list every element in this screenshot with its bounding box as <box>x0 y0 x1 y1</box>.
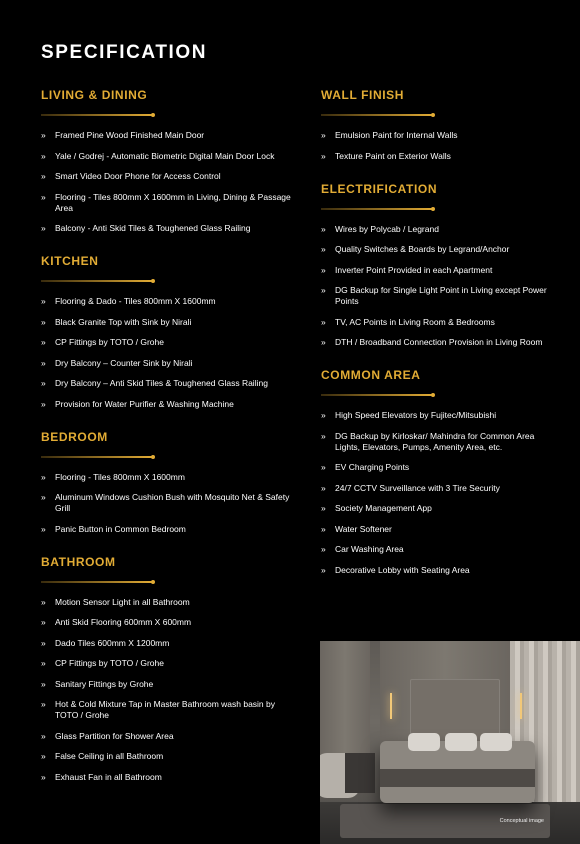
list-item <box>321 483 561 494</box>
chevron-right-icon: » <box>41 296 46 306</box>
chevron-right-icon: » <box>321 410 326 420</box>
spec-list <box>321 130 561 162</box>
section-living-dining <box>41 88 296 234</box>
chevron-right-icon: » <box>41 699 46 709</box>
list-item-text: Decorative Lobby with Seating Area <box>335 564 470 575</box>
chevron-right-icon: » <box>321 337 326 347</box>
section-divider <box>321 208 433 210</box>
list-item <box>321 431 561 453</box>
section-title: LIVING & DINING <box>41 88 148 102</box>
pillow <box>408 733 440 751</box>
chevron-right-icon: » <box>41 171 46 181</box>
chevron-right-icon: » <box>41 596 46 607</box>
list-item-text: Dry Balcony – Anti Skid Tiles & Toughened Glass Railing <box>55 378 268 388</box>
list-item-text: Inverter Point Provided in each Apartment <box>335 264 493 275</box>
list-item <box>321 462 561 473</box>
list-item <box>321 317 561 328</box>
list-item-text: Black Granite Top with Sink by Nirali <box>55 316 192 327</box>
section-bathroom <box>41 555 296 783</box>
chevron-right-icon: » <box>321 223 326 234</box>
chevron-right-icon: » <box>41 730 46 741</box>
list-item <box>41 617 296 628</box>
list-item <box>41 751 296 762</box>
list-item-text: Society Management App <box>335 503 432 513</box>
list-item-text: Flooring - Tiles 800mm X 1600mm in Living, Dining & Passage Area <box>55 191 291 213</box>
chevron-right-icon: » <box>41 751 46 761</box>
list-item-text: Motion Sensor Light in all Bathroom <box>55 596 190 607</box>
list-item <box>41 524 296 535</box>
section-divider <box>41 581 153 583</box>
chevron-right-icon: » <box>41 223 46 233</box>
list-item <box>321 224 561 235</box>
chevron-right-icon: » <box>321 316 326 327</box>
list-item-text: Panic Button in Common Bedroom <box>55 523 186 534</box>
list-item <box>41 699 296 721</box>
list-item <box>321 285 561 307</box>
chevron-right-icon: » <box>41 398 46 409</box>
chevron-right-icon: » <box>41 523 46 534</box>
section-wall-finish <box>321 88 561 162</box>
list-item <box>321 151 561 162</box>
spec-list <box>41 472 296 535</box>
chevron-right-icon: » <box>41 191 46 202</box>
chevron-right-icon: » <box>321 244 326 254</box>
list-item-text: DTH / Broadband Connection Provision in Living Room <box>335 337 543 347</box>
list-item <box>41 130 296 141</box>
list-item-text: High Speed Elevators by Fujitec/Mitsubishi <box>335 410 497 420</box>
chevron-right-icon: » <box>41 471 46 482</box>
list-item-text: Aluminum Windows Cushion Bush with Mosquito Net & Safety Grill <box>55 492 290 513</box>
photo-caption: Conceptual image <box>499 818 544 824</box>
section-title: ELECTRIFICATION <box>321 181 438 196</box>
list-item-text: Dado Tiles 600mm X 1200mm <box>55 637 170 648</box>
list-item-text: False Ceiling in all Bathroom <box>55 751 164 761</box>
left-column <box>41 88 296 803</box>
chevron-right-icon: » <box>321 564 326 575</box>
chevron-right-icon: » <box>321 523 326 534</box>
section-electrification <box>321 182 561 349</box>
chevron-right-icon: » <box>321 462 326 472</box>
section-title: KITCHEN <box>41 254 99 268</box>
list-item-text: DG Backup by Kirloskar/ Mahindra for Common Area Lights, Elevators, Pumps, Amenity Area, etc. <box>335 430 535 452</box>
list-item-text: Water Softener <box>335 523 392 534</box>
list-item <box>41 679 296 690</box>
list-item <box>41 772 296 783</box>
chevron-right-icon: » <box>41 658 46 668</box>
page-title: SPECIFICATION <box>41 42 208 63</box>
lamp-light <box>390 693 392 719</box>
list-item <box>41 151 296 162</box>
list-item-text: Glass Partition for Shower Area <box>55 730 174 741</box>
list-item-text: Car Washing Area <box>335 544 404 554</box>
chevron-right-icon: » <box>41 617 46 627</box>
chevron-right-icon: » <box>41 678 46 689</box>
list-item-text: TV, AC Points in Living Room & Bedrooms <box>335 316 495 327</box>
bedroom-photo <box>320 641 580 844</box>
section-title: COMMON AREA <box>321 368 421 382</box>
list-item <box>41 296 296 307</box>
section-title: WALL FINISH <box>321 88 405 102</box>
chevron-right-icon: » <box>321 130 326 140</box>
list-item-text: Wires by Polycab / Legrand <box>335 223 439 234</box>
section-title: BATHROOM <box>41 554 116 569</box>
spec-list <box>41 130 296 234</box>
list-item <box>321 337 561 348</box>
chevron-right-icon: » <box>321 285 326 295</box>
list-item-text: Quality Switches & Boards by Legrand/Anchor <box>335 244 510 254</box>
list-item-text: Provision for Water Purifier & Washing Machine <box>55 398 234 409</box>
section-divider <box>321 394 433 396</box>
chevron-right-icon: » <box>41 357 46 368</box>
list-item-text: 24/7 CCTV Surveillance with 3 Tire Security <box>335 482 500 493</box>
chevron-right-icon: » <box>321 544 326 554</box>
list-item <box>41 337 296 348</box>
chevron-right-icon: » <box>41 492 46 502</box>
chevron-right-icon: » <box>321 150 326 161</box>
chevron-right-icon: » <box>41 130 46 140</box>
section-divider <box>41 456 153 458</box>
list-item <box>321 130 561 141</box>
spec-list <box>41 597 296 783</box>
bed-throw <box>380 769 535 787</box>
chevron-right-icon: » <box>41 637 46 648</box>
section-divider <box>321 114 433 116</box>
list-item <box>41 171 296 182</box>
list-item-text: Framed Pine Wood Finished Main Door <box>55 130 205 140</box>
chevron-right-icon: » <box>41 771 46 782</box>
section-kitchen <box>41 254 296 410</box>
list-item <box>321 565 561 576</box>
right-column <box>321 88 561 596</box>
list-item <box>321 265 561 276</box>
section-divider <box>41 114 153 116</box>
section-divider <box>41 280 153 282</box>
list-item-text: Flooring & Dado - Tiles 800mm X 1600mm <box>55 296 216 306</box>
section-title: BEDROOM <box>41 429 108 444</box>
list-item <box>321 503 561 514</box>
chevron-right-icon: » <box>321 430 326 441</box>
list-item <box>41 378 296 389</box>
list-item-text: Smart Video Door Phone for Access Control <box>55 171 221 181</box>
list-item <box>41 192 296 214</box>
chevron-right-icon: » <box>321 264 326 275</box>
section-common-area <box>321 368 561 576</box>
chevron-right-icon: » <box>41 337 46 347</box>
list-item-text: CP Fittings by TOTO / Grohe <box>55 658 164 668</box>
list-item-text: Emulsion Paint for Internal Walls <box>335 130 458 140</box>
list-item-text: DG Backup for Single Light Point in Living except Power Points <box>335 285 547 306</box>
list-item <box>41 731 296 742</box>
list-item-text: Yale / Godrej - Automatic Biometric Digital Main Door Lock <box>55 150 275 161</box>
list-item <box>41 658 296 669</box>
list-item-text: Dry Balcony – Counter Sink by Nirali <box>55 357 193 368</box>
list-item <box>41 223 296 234</box>
pillow <box>480 733 512 751</box>
list-item <box>41 317 296 328</box>
chevron-right-icon: » <box>41 150 46 161</box>
spec-list <box>321 224 561 349</box>
list-item <box>41 399 296 410</box>
list-item <box>321 524 561 535</box>
list-item-text: CP Fittings by TOTO / Grohe <box>55 337 164 347</box>
side-table <box>345 753 375 793</box>
spec-list <box>321 410 561 576</box>
list-item-text: Hot & Cold Mixture Tap in Master Bathroom wash basin by TOTO / Grohe <box>55 699 275 720</box>
list-item-text: Texture Paint on Exterior Walls <box>335 150 451 161</box>
list-item <box>41 597 296 608</box>
chevron-right-icon: » <box>41 316 46 327</box>
list-item-text: EV Charging Points <box>335 462 410 472</box>
list-item <box>41 472 296 483</box>
section-bedroom <box>41 430 296 535</box>
list-item <box>41 358 296 369</box>
chevron-right-icon: » <box>321 503 326 513</box>
spec-list <box>41 296 296 410</box>
list-item <box>321 244 561 255</box>
chevron-right-icon: » <box>321 482 326 493</box>
list-item-text: Anti Skid Flooring 600mm X 600mm <box>55 617 192 627</box>
list-item <box>321 544 561 555</box>
list-item <box>41 638 296 649</box>
list-item <box>41 492 296 514</box>
list-item <box>321 410 561 421</box>
list-item-text: Sanitary Fittings by Grohe <box>55 678 154 689</box>
list-item-text: Balcony - Anti Skid Tiles & Toughened Glass Railing <box>55 223 251 233</box>
list-item-text: Exhaust Fan in all Bathroom <box>55 771 162 782</box>
pillow <box>445 733 477 751</box>
lamp-light <box>520 693 522 719</box>
list-item-text: Flooring - Tiles 800mm X 1600mm <box>55 471 185 482</box>
chevron-right-icon: » <box>41 378 46 388</box>
